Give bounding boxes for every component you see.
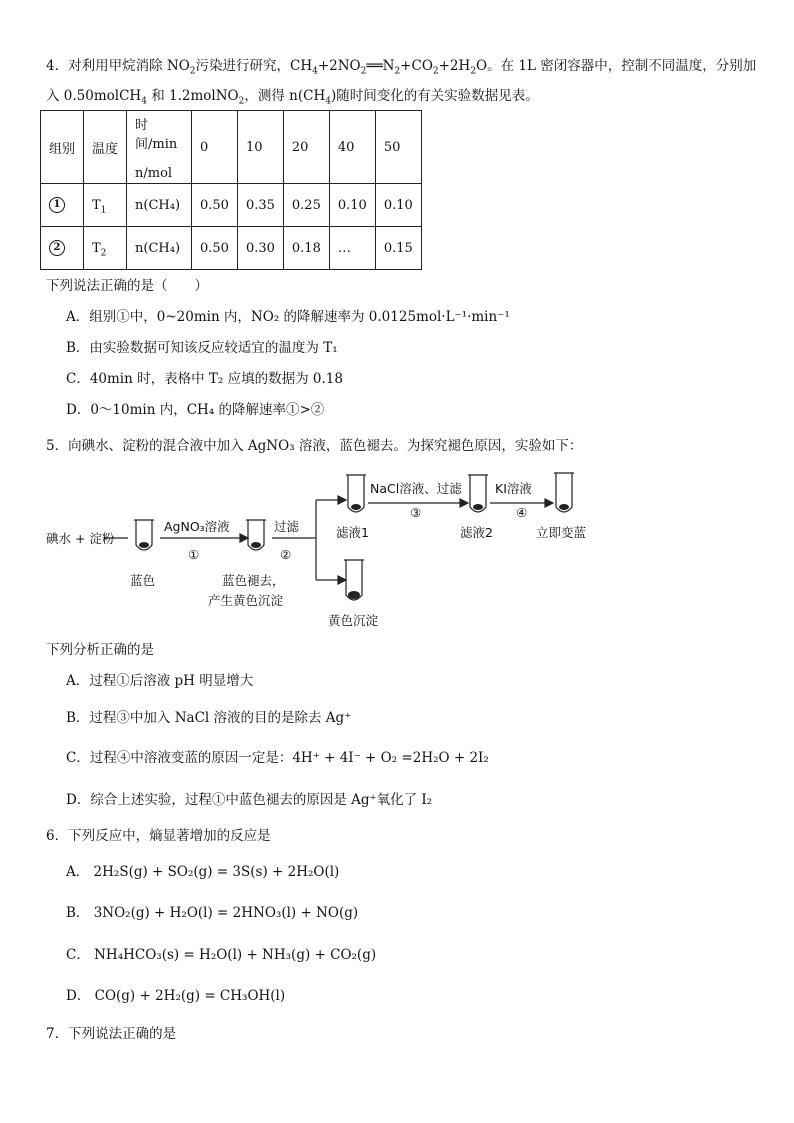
q4-option-d[interactable]: D．0～10min 内，CH₄ 的降解速率①>② — [66, 402, 325, 418]
q5-option-a[interactable]: A．过程①后溶液 pH 明显增大 — [66, 673, 254, 689]
table-cell: 0.15 — [375, 227, 421, 270]
label-step2-num: ② — [280, 547, 292, 562]
label-step1-num: ① — [188, 547, 200, 562]
header-group: 组别 — [41, 111, 84, 184]
q5-experiment-diagram — [40, 465, 610, 635]
q6-option-d[interactable]: D． CO(g) + 2H₂(g) = CH₃OH(l) — [66, 988, 286, 1004]
row2-temp: $T_2$ — [84, 227, 127, 270]
q4-option-a[interactable]: A．组别①中，0~20min 内，NO₂ 的降解速率为 0.0125mol·L⁻¹·min⁻¹ — [66, 309, 510, 325]
label-after1-a: 蓝色褪去， — [222, 573, 285, 588]
q4-data-table — [40, 110, 422, 270]
table-cell: 0.25 — [283, 184, 329, 227]
table-cell: 0.35 — [237, 184, 283, 227]
label-step2: 过滤 — [274, 519, 300, 534]
q5-stem: 5．向碘水、淀粉的混合液中加入 AgNO₃ 溶液，蓝色褪去。为探究褪色原因，实验如下： — [46, 438, 583, 454]
q5-option-c[interactable]: C．过程④中溶液变蓝的原因一定是：4H⁺ + 4I⁻ + O₂ =2H₂O + 2I₂ — [66, 750, 489, 766]
q6-option-a[interactable]: A． 2H₂S(g) + SO₂(g) = 3S(s) + 2H₂O(l) — [66, 864, 340, 880]
table-cell: 0.50 — [192, 227, 238, 270]
q6-option-c[interactable]: C． NH₄HCO₃(s) = H₂O(l) + NH₃(g) + CO₂(g) — [66, 947, 377, 963]
header-temperature: 温度 — [84, 111, 127, 184]
table-header-row — [41, 111, 422, 184]
circled-one: 1 — [49, 197, 65, 213]
label-after1-b: 产生黄色沉淀 — [208, 593, 284, 608]
header-time-unit — [127, 111, 192, 184]
header-unit: n/mol — [135, 165, 173, 181]
q5-option-b[interactable]: B．过程③中加入 NaCl 溶液的目的是除去 Ag⁺ — [66, 710, 352, 726]
table-cell: 0.10 — [375, 184, 421, 227]
header-time-20: 20 — [283, 111, 329, 184]
label-step3-num: ③ — [410, 505, 422, 520]
circled-two: 2 — [49, 240, 65, 256]
header-time-40: 40 — [329, 111, 375, 184]
row2-label: n(CH₄) — [127, 227, 192, 270]
label-step3: NaCl溶液、过滤 — [370, 481, 462, 496]
label-filtrate2: 滤液2 — [460, 525, 493, 540]
header-time-0: 0 — [192, 111, 238, 184]
header-time-10: 10 — [237, 111, 283, 184]
label-filtrate1: 滤液1 — [336, 525, 369, 540]
q6-stem: 6．下列反应中，熵显著增加的反应是 — [46, 828, 271, 844]
q4-option-c[interactable]: C．40min 时，表格中 T₂ 应填的数据为 0.18 — [66, 371, 343, 387]
header-time-50: 50 — [375, 111, 421, 184]
q7-stem: 7．下列说法正确的是 — [46, 1026, 177, 1042]
label-step1: AgNO₃溶液 — [164, 519, 230, 534]
label-start: 碘水 + 淀粉 — [46, 531, 115, 546]
q4-prompt: 下列说法正确的是（ ） — [46, 278, 208, 294]
header-time: 时间/min — [135, 117, 178, 152]
label-result: 立即变蓝 — [536, 525, 587, 540]
row1-temp: $T_1$ — [84, 184, 127, 227]
q4-stem-line2: 入 0.50molCH$_4$ 和 1.2molNO$_2$，测得 $n(CH_4)$随时间变化的有关实验数据见表。 — [46, 88, 539, 107]
q5-option-d[interactable]: D．综合上述实验，过程①中蓝色褪去的原因是 Ag⁺氧化了 I₂ — [66, 792, 433, 808]
q6-option-b[interactable]: B． 3NO₂(g) + H₂O(l) = 2HNO₃(l) + NO(g) — [66, 905, 359, 921]
q4-option-b[interactable]: B．由实验数据可知该反应较适宜的温度为 T₁ — [66, 340, 338, 356]
table-cell: … — [329, 227, 375, 270]
table-cell: 0.30 — [237, 227, 283, 270]
table-cell: 0.18 — [283, 227, 329, 270]
table-cell: 0.10 — [329, 184, 375, 227]
label-step4-num: ④ — [516, 505, 528, 520]
table-row — [41, 227, 422, 270]
label-step4: KI溶液 — [495, 481, 532, 496]
label-blue: 蓝色 — [130, 573, 156, 588]
row1-label: n(CH₄) — [127, 184, 192, 227]
q5-prompt: 下列分析正确的是 — [46, 642, 154, 658]
label-yellow-precipitate: 黄色沉淀 — [328, 613, 379, 628]
q4-stem-line1: 4．对利用甲烷消除 $NO_2$污染进行研究，$CH_4+2NO_2══N_2+CO_2+2H_2O$。在 1L 密闭容器中，控制不同温度，分别加 — [46, 58, 757, 77]
row2-group — [41, 227, 84, 270]
table-cell: 0.50 — [192, 184, 238, 227]
row1-group — [41, 184, 84, 227]
table-row — [41, 184, 422, 227]
